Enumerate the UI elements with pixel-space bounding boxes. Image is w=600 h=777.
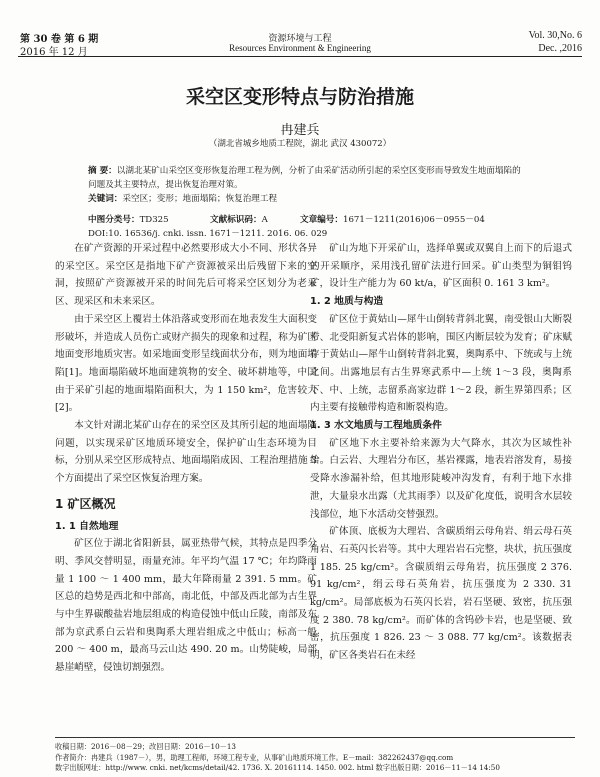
paragraph-mining: 矿山为地下开采矿山，选择单翼或双翼自上而下的后退式的开采顺序，采用浅孔留矿法进行回采。矿山类型为铜钼钨矿，设计生产能力为 60 kt/a，矿区面积 0. 161 3 km²。 [310,243,572,290]
section-heading-1-1: 1. 1 自然地理 [55,520,119,532]
section-heading-1: 1 矿区概况 [55,496,116,511]
received-date: 收稿日期：2016－08－29；改回日期：2016－10－13 [55,742,236,751]
keywords [88,192,528,206]
right-column [310,240,572,665]
paper-title: 采空区变形特点与防治措施 [185,86,414,108]
doc-code-label: 文献标识码： [210,215,262,225]
publication-date-en: Dec. ,2016 [538,43,582,54]
intro-paragraph-3: 本文针对湖北某矿山存在的采空区及其所引起的地面塌陷问题，以实现采矿区地质环境安全，保护矿山生态环境为目标，分别从采空区形成特点、地面塌陷成因、工程治理措施 3 个方面提出了采空区恢复治理方案。 [55,420,317,485]
abstract [88,164,528,192]
journal-header [0,0,600,58]
affiliation: （湖北省城乡地质工程院，湖北 武汉 430072） [208,139,392,149]
intro-paragraph-2: 由于采空区上覆岩土体沿落或变形而在地表发生大面积变形破坏，并造成人员伤亡或财产损失的现象和过程，称为矿区地面变形地质灾害。如采地面变形呈线面状分布，则为地面塌陷[1]。地面塌陷破坏地面建筑物的安全、破坏耕地等，中国由于采矿引起的地面塌陷面积大，为 1 150 km²，危害较大[2]。 [55,313,317,414]
clc-label: 中图分类号： [88,215,140,225]
paragraph-1-1: 矿区位于湖北省阳新县，属亚热带气候，其特点是四季分明、季风交替明显，雨量充沛。年平均气温 17 ℃；年均降雨量 1 100 ～ 1 400 mm，最大年降雨量 2 391. 5 mm。矿区总的趋势是西北和中部高，南北低，中部及西北部为古生界与中生界碳酸盐岩地层组成的构造侵蚀中低山丘陵，南部及东部为京武系白云岩和奥陶系大理岩组成之中低山；标高一般 200 ～ 400 m，最高马云山达 490. 20 m。山势陡峻，局部悬崖峭壁，侵蚀切割强烈。 [55,538,317,674]
section-heading-1-3: 1. 3 水文地质与工程地质条件 [310,420,442,432]
clc-number [88,213,169,225]
author: 冉建兵 [280,123,320,138]
volume-issue-en: Vol. 30,No. 6 [528,30,582,41]
section-heading-1-2: 1. 2 地质与构造 [310,296,384,308]
article-number [300,213,485,225]
article-no-value: 1671－1211(2016)06－0955－04 [342,215,485,225]
publication-date: 2016 年 12 月 [20,47,88,58]
doi: DOI:10. 16536/j. cnki. issn. 1671－1211. 2016. 06. 029 [88,229,328,239]
left-column [55,240,317,677]
clc-value: TD325 [139,215,169,225]
paragraph-1-2: 矿区位于黄姑山—犀牛山倒转背斜北翼，南受银山大断裂带、北受阳新复式岩体的影响，围区内断层较为发育；矿床赋存于黄姑山—犀牛山倒转背斜北翼，奥陶系中、下统或与上统之间。出露地层有古生界寒武系中—上统 1～3 段，奥陶系下、中、上统，志留系高家边群 1～2 段，新生界第四系；区内主要有接触带构造和断裂构造。 [310,313,572,414]
author-bio: 作者简介：冉建兵（1987－），男，助理工程师，环境工程专业，从事矿山地质环境工作。E－mail：382262437@qq.com [55,752,454,762]
paragraph-1-3a: 矿区地下水主要补给来源为大气降水，其次为区域性补给。白云岩、大理岩分布区，基岩裸露，地表岩溶发育，易接受降水渗漏补给，但其地形陡峻冲沟发育，有利于地下水排泄，大量泉水出露（尤其雨季）以及矿化度低，说明含水层较浅部位，地下水活动交替强烈。 [310,437,572,520]
journal-title-cn: 资源环境与工程 [268,34,332,44]
abstract-block [88,164,528,206]
journal-title-en: Resources Environment & Engineering [229,43,371,53]
abstract-label: 摘 要： [88,166,117,176]
keywords-text: 采空区；变形；地面塌陷；恢复治理工程 [122,194,278,204]
footnotes [55,737,575,774]
intro-paragraph-1: 在矿产资源的开采过程中必然要形成大小不同、形状各异的采空区。采空区是指地下矿产资源被采出后残留下来的空洞，按照矿产资源被开采的时间先后可将采空区划分为老采区、现采区和未来采区。 [55,243,317,308]
doc-code-value: A [261,215,268,225]
document-code [210,213,268,225]
volume-issue: 第 30 卷 第 6 期 [20,34,99,45]
keywords-label: 关键词： [88,194,123,204]
article-no-label: 文章编号： [300,215,343,225]
paragraph-1-3b: 矿体顶、底板为大理岩、含碳质绢云母角岩、绢云母石英角岩、石英闪长岩等。其中大理岩岩石完整，块状，抗压强度 1 185. 25 kg/cm²。含碳质绢云母角岩，抗压强度 2 376. 91 kg/cm²，绢云母石英角岩，抗压强度为 2 330. 31 kg/cm²。局部底板为石英闪长岩，岩石坚硬、致密，抗压强度 2 380. 78 kg/cm²。而矿体的含钨砂卡岩，也是坚硬、致密，抗压强度 1 826. 23 ～ 3 088. 77 kg/cm²。该数据表明，矿区各类岩石在未经 [310,526,572,662]
online-publication: 数字出版网址：http://www. cnki. net/kcms/detail/42. 1736. X. 20161114. 1450. 002. html 数字出版日期：2016－11－14 14:50 [55,763,500,772]
header-rule [18,56,582,57]
abstract-text: 以湖北某矿山采空区变形恢复治理工程为例，分析了由采矿活动所引起的采空区变形而导致发生地面塌陷的问题及其主要特点，提出恢复治理对策。 [88,166,521,190]
